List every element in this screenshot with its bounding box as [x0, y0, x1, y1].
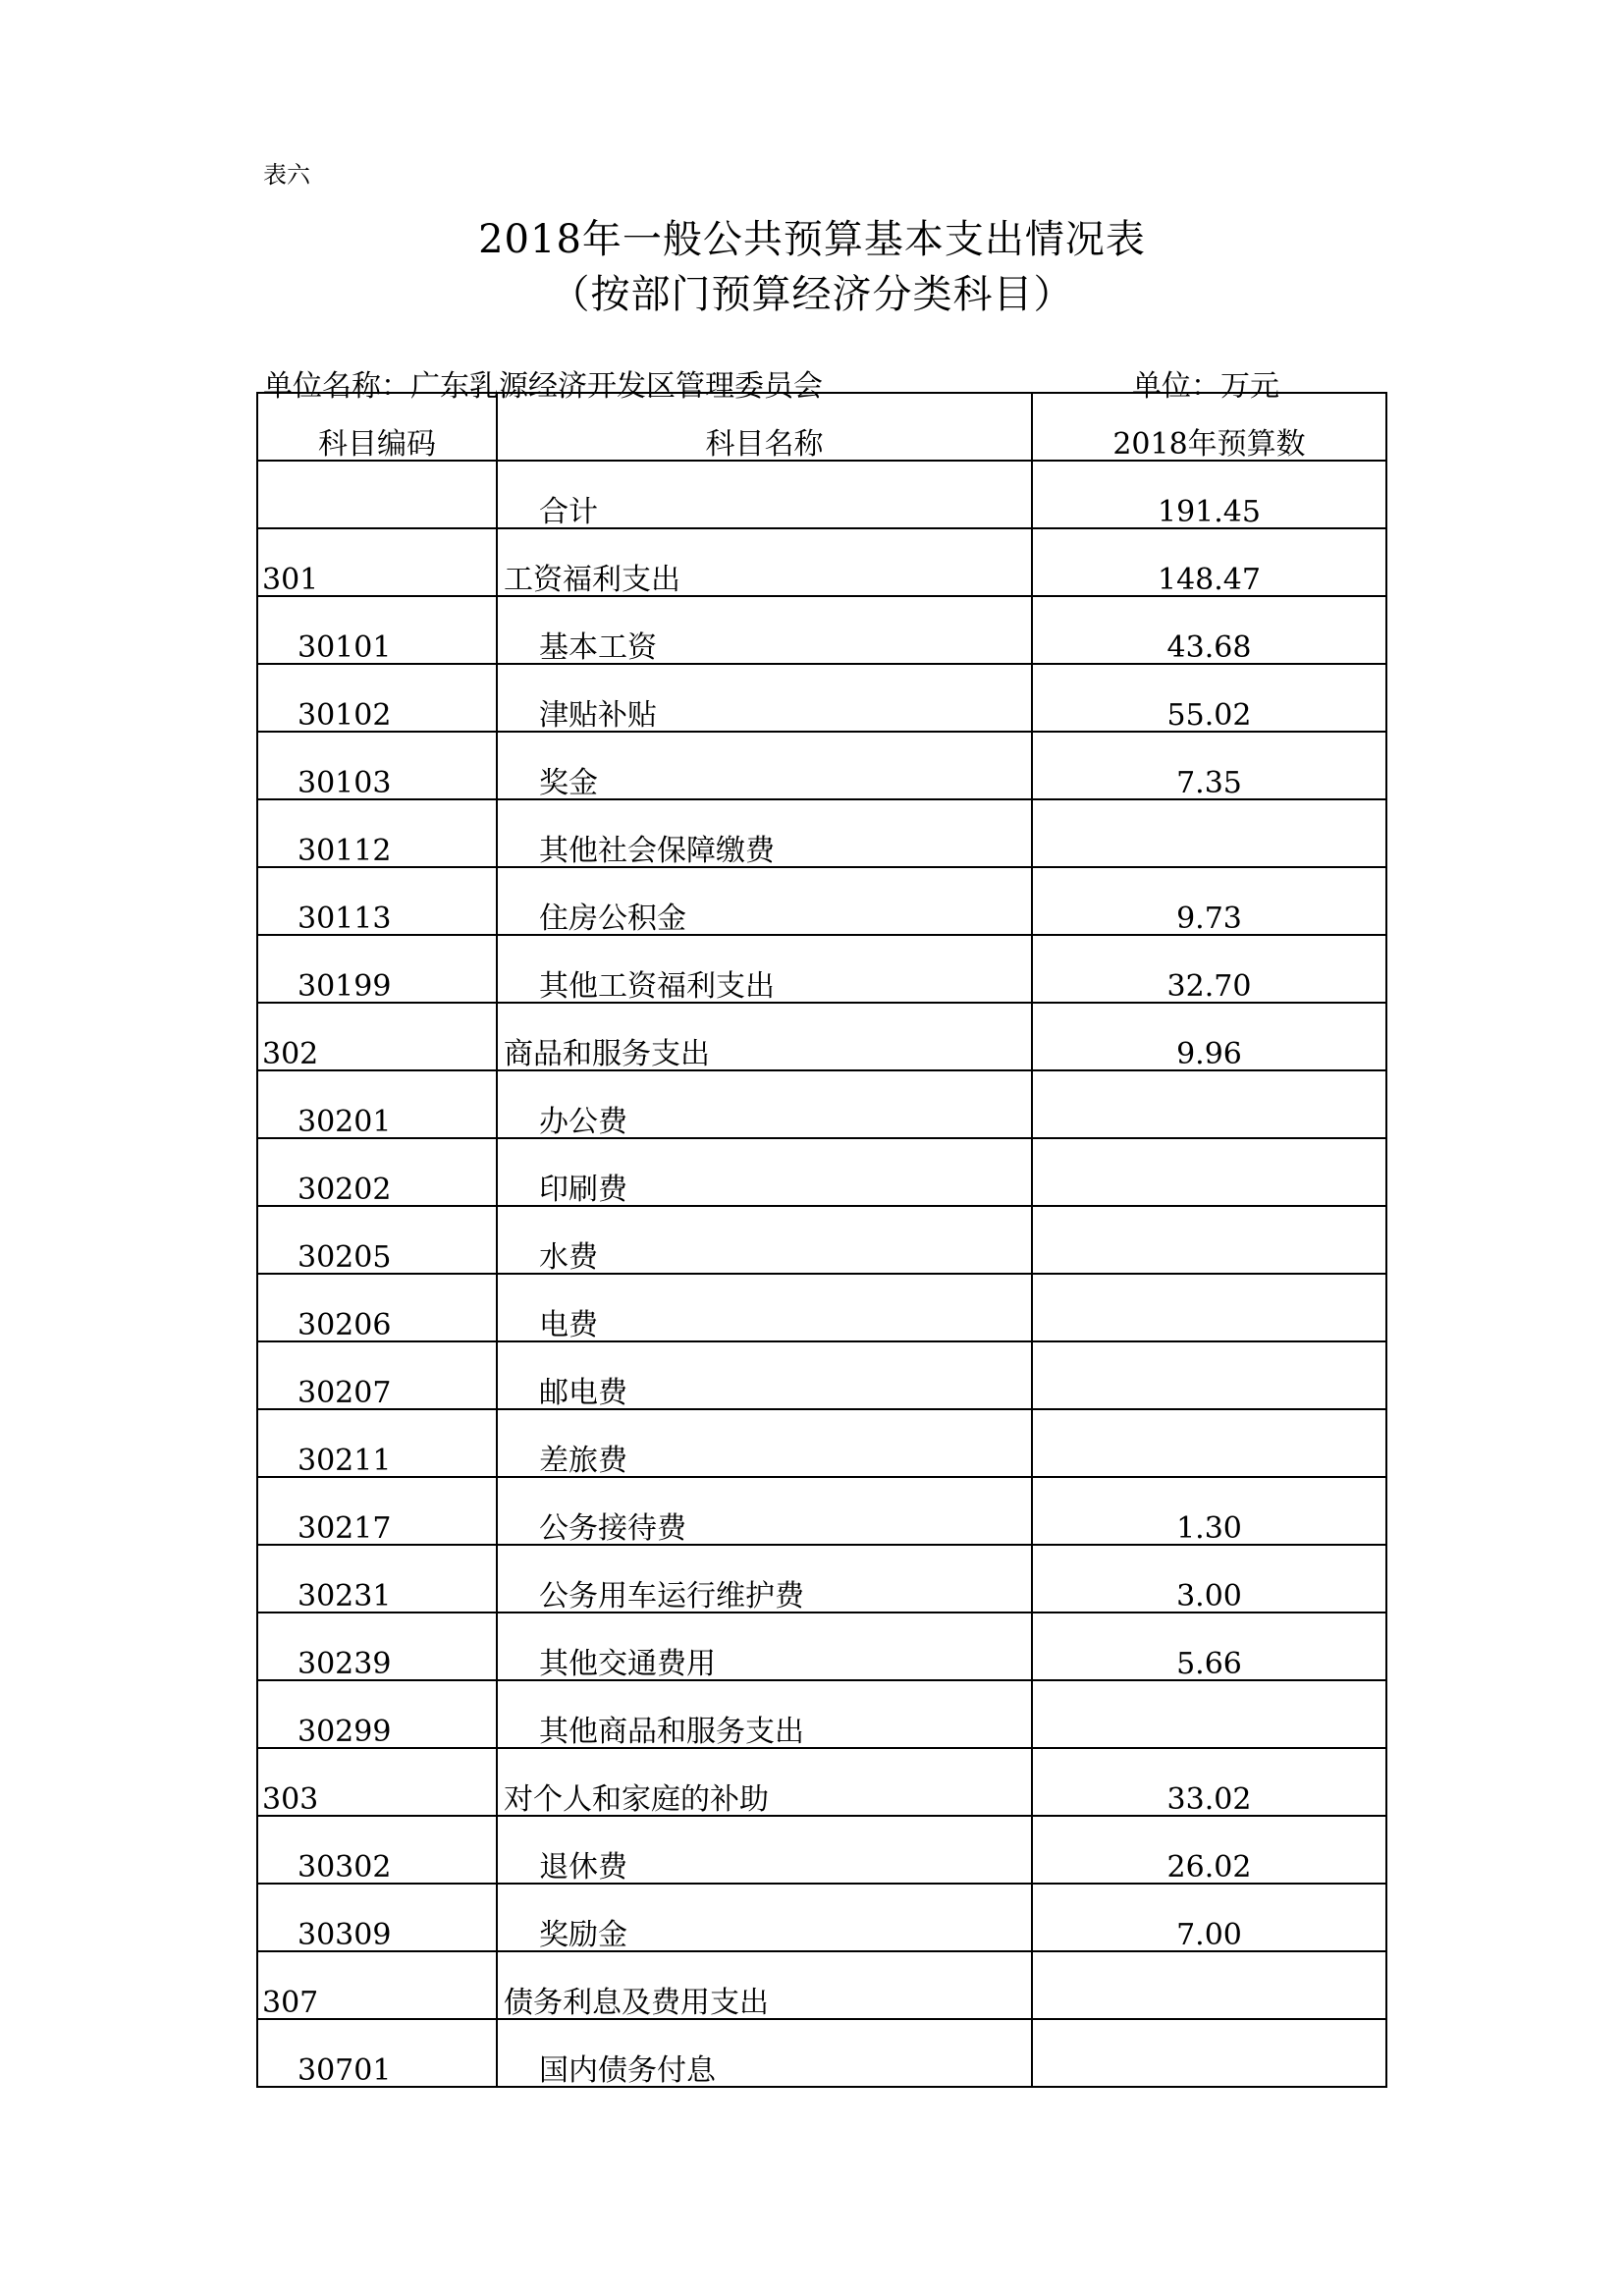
table-row — [257, 1341, 1386, 1409]
row-amount: 55.02 — [1032, 664, 1386, 732]
row-amount: 7.35 — [1032, 732, 1386, 799]
row-code: 30217 — [257, 1477, 497, 1545]
table-row — [257, 1613, 1386, 1680]
row-code: 30101 — [257, 596, 497, 664]
row-code: 301 — [257, 528, 497, 596]
row-code: 302 — [257, 1003, 497, 1070]
row-code: 30701 — [257, 2019, 497, 2087]
table-row — [257, 935, 1386, 1003]
row-amount — [1032, 2019, 1386, 2087]
table-row — [257, 1003, 1386, 1070]
row-code: 30207 — [257, 1341, 497, 1409]
row-name: 公务接待费 — [497, 1477, 1032, 1545]
row-code: 30206 — [257, 1274, 497, 1341]
row-code — [257, 461, 497, 528]
table-row — [257, 1680, 1386, 1748]
row-amount — [1032, 1951, 1386, 2019]
row-amount — [1032, 1341, 1386, 1409]
budget-table — [256, 392, 1387, 2088]
row-name: 债务利息及费用支出 — [497, 1951, 1032, 2019]
header-code: 科目编码 — [257, 393, 497, 461]
table-row — [257, 732, 1386, 799]
table-row — [257, 1884, 1386, 1951]
row-amount: 3.00 — [1032, 1545, 1386, 1613]
row-code: 30201 — [257, 1070, 497, 1138]
table-row — [257, 1206, 1386, 1274]
row-name: 工资福利支出 — [497, 528, 1032, 596]
table-row — [257, 1545, 1386, 1613]
row-name: 印刷费 — [497, 1138, 1032, 1206]
page-subtitle: （按部门预算经济分类科目） — [550, 272, 1074, 317]
table-row — [257, 1409, 1386, 1477]
row-name: 其他社会保障缴费 — [497, 799, 1032, 867]
table-row — [257, 596, 1386, 664]
row-amount — [1032, 1409, 1386, 1477]
row-name: 住房公积金 — [497, 867, 1032, 935]
row-code: 30211 — [257, 1409, 497, 1477]
row-name: 奖励金 — [497, 1884, 1032, 1951]
table-label: 表六 — [263, 161, 310, 189]
row-amount — [1032, 1680, 1386, 1748]
row-amount: 9.96 — [1032, 1003, 1386, 1070]
row-name: 公务用车运行维护费 — [497, 1545, 1032, 1613]
row-code: 307 — [257, 1951, 497, 2019]
row-code: 30202 — [257, 1138, 497, 1206]
row-code: 30231 — [257, 1545, 497, 1613]
row-amount — [1032, 1206, 1386, 1274]
row-name: 其他交通费用 — [497, 1613, 1032, 1680]
table-row — [257, 1477, 1386, 1545]
row-code: 30299 — [257, 1680, 497, 1748]
row-name: 国内债务付息 — [497, 2019, 1032, 2087]
row-amount: 33.02 — [1032, 1748, 1386, 1816]
table-body — [257, 461, 1386, 2087]
table-row — [257, 1274, 1386, 1341]
row-amount: 5.66 — [1032, 1613, 1386, 1680]
unit-name-label: 单位名称：广东乳源经济开发区管理委员会 — [263, 369, 823, 404]
row-amount: 7.00 — [1032, 1884, 1386, 1951]
table-row — [257, 1748, 1386, 1816]
row-code: 30199 — [257, 935, 497, 1003]
row-name: 办公费 — [497, 1070, 1032, 1138]
row-amount: 43.68 — [1032, 596, 1386, 664]
row-name: 退休费 — [497, 1816, 1032, 1884]
row-amount — [1032, 1138, 1386, 1206]
row-code: 30302 — [257, 1816, 497, 1884]
row-name: 差旅费 — [497, 1409, 1032, 1477]
row-code: 30113 — [257, 867, 497, 935]
row-amount: 26.02 — [1032, 1816, 1386, 1884]
row-amount: 1.30 — [1032, 1477, 1386, 1545]
row-name: 水费 — [497, 1206, 1032, 1274]
table-row — [257, 867, 1386, 935]
page-title: 2018年一般公共预算基本支出情况表 — [478, 217, 1146, 262]
row-code: 30103 — [257, 732, 497, 799]
header-name: 科目名称 — [497, 393, 1032, 461]
row-name: 商品和服务支出 — [497, 1003, 1032, 1070]
row-amount: 191.45 — [1032, 461, 1386, 528]
row-amount: 148.47 — [1032, 528, 1386, 596]
row-code: 30102 — [257, 664, 497, 732]
row-name: 其他工资福利支出 — [497, 935, 1032, 1003]
table-row — [257, 1138, 1386, 1206]
table-row — [257, 528, 1386, 596]
row-amount — [1032, 1070, 1386, 1138]
table-row — [257, 1816, 1386, 1884]
row-amount — [1032, 1274, 1386, 1341]
row-name: 对个人和家庭的补助 — [497, 1748, 1032, 1816]
row-amount — [1032, 799, 1386, 867]
row-name: 合计 — [497, 461, 1032, 528]
row-code: 30205 — [257, 1206, 497, 1274]
row-name: 电费 — [497, 1274, 1032, 1341]
row-name: 奖金 — [497, 732, 1032, 799]
table-header-row — [257, 393, 1386, 461]
row-name: 基本工资 — [497, 596, 1032, 664]
table-row — [257, 664, 1386, 732]
row-code: 30239 — [257, 1613, 497, 1680]
unit-label: 单位：万元 — [1132, 369, 1279, 404]
table-row — [257, 799, 1386, 867]
row-code: 30112 — [257, 799, 497, 867]
header-amount: 2018年预算数 — [1032, 393, 1386, 461]
row-name: 津贴补贴 — [497, 664, 1032, 732]
row-amount: 9.73 — [1032, 867, 1386, 935]
table-row — [257, 1070, 1386, 1138]
row-code: 303 — [257, 1748, 497, 1816]
table-row — [257, 461, 1386, 528]
row-code: 30309 — [257, 1884, 497, 1951]
row-amount: 32.70 — [1032, 935, 1386, 1003]
table-row — [257, 2019, 1386, 2087]
row-name: 邮电费 — [497, 1341, 1032, 1409]
table-row — [257, 1951, 1386, 2019]
row-name: 其他商品和服务支出 — [497, 1680, 1032, 1748]
